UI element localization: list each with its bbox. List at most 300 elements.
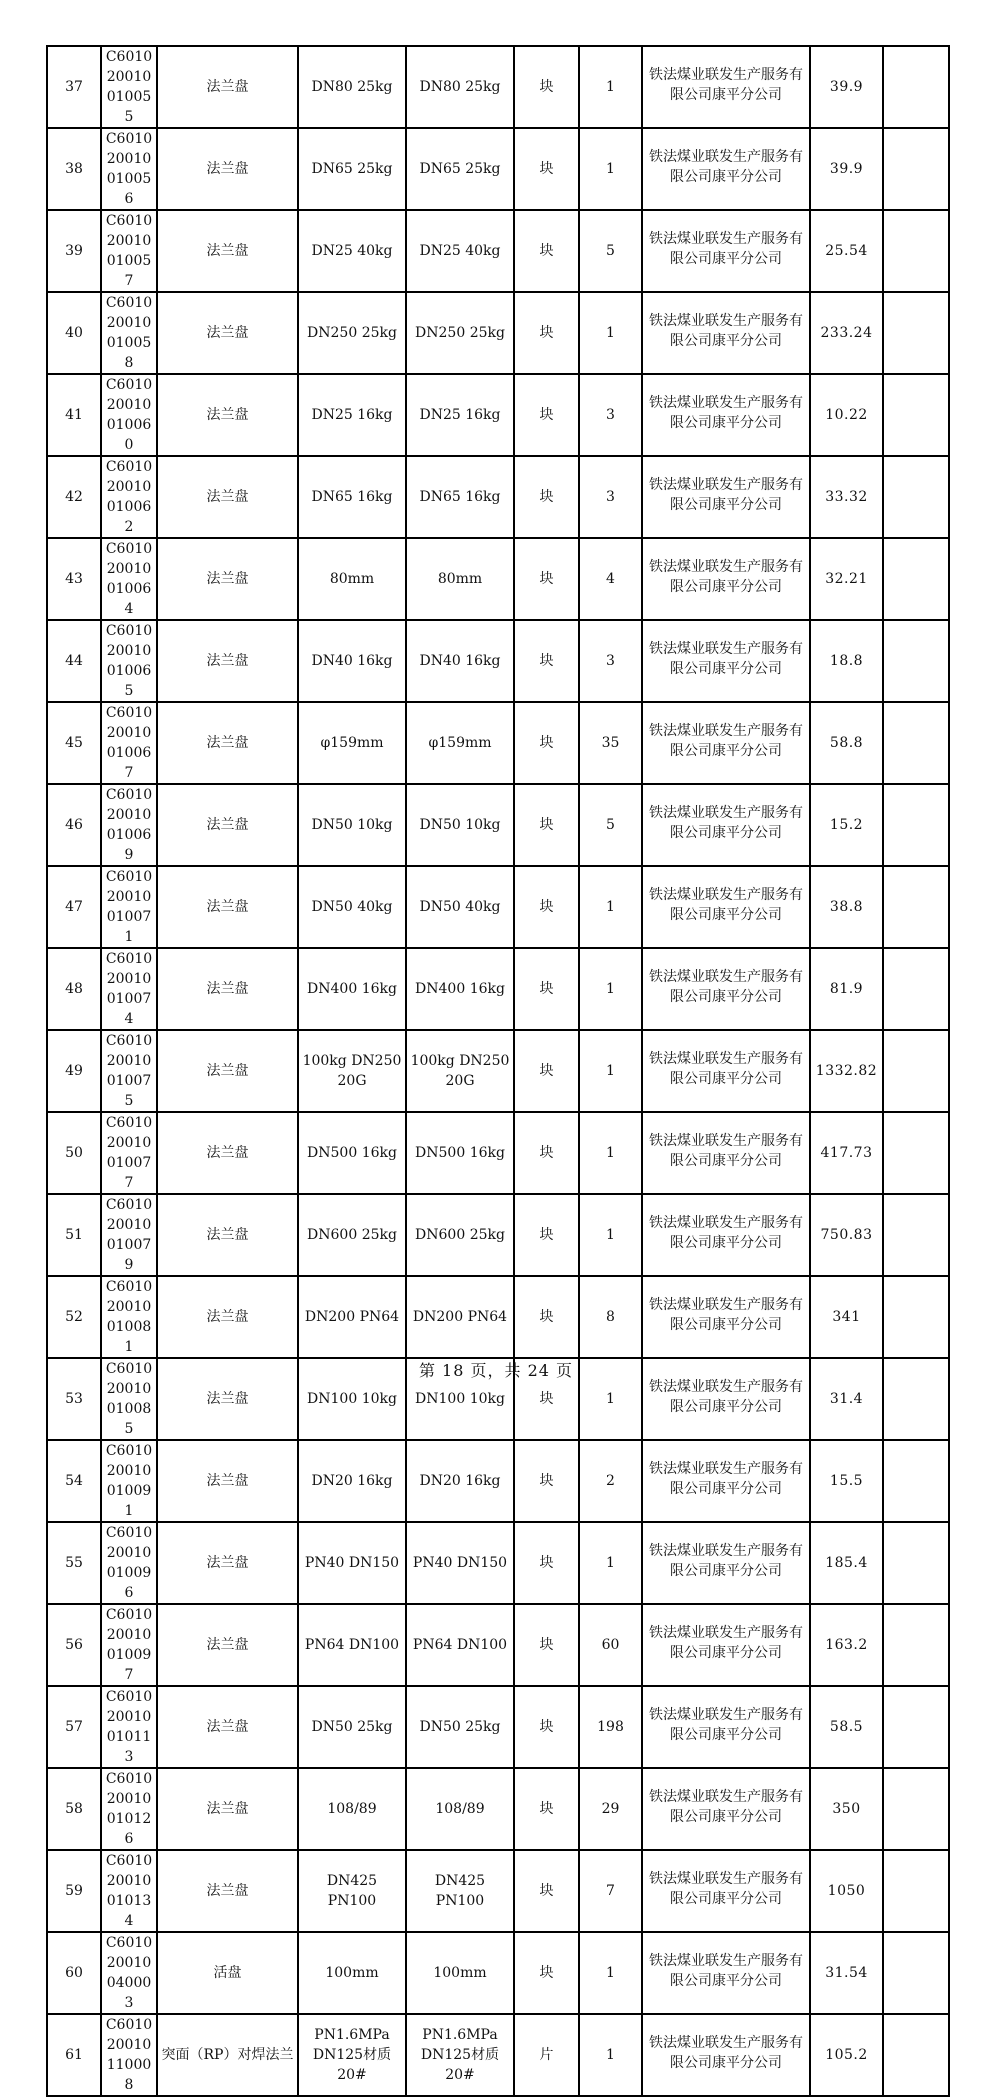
- quantity-cell: 2: [579, 1440, 642, 1522]
- quantity-cell: 1: [579, 948, 642, 1030]
- unit-cell: 块: [514, 1522, 579, 1604]
- specification-cell: DN100 10kg: [298, 1358, 406, 1440]
- specification-cell: DN65 25kg: [298, 128, 406, 210]
- quantity-cell: 3: [579, 456, 642, 538]
- unit-cell: 块: [514, 46, 579, 128]
- row-number-cell: 58: [47, 1768, 101, 1850]
- specification-cell: 108/89: [298, 1768, 406, 1850]
- supplier-text: 铁法煤业联发生产服务有限公司康平分公司: [649, 1214, 803, 1251]
- supplier-text: 铁法煤业联发生产服务有限公司康平分公司: [649, 230, 803, 267]
- unit-cell: 块: [514, 538, 579, 620]
- quantity-cell: 1: [579, 46, 642, 128]
- row-number-cell: 46: [47, 784, 101, 866]
- unit-cell: 块: [514, 1112, 579, 1194]
- unit-cell: 块: [514, 1850, 579, 1932]
- unit-cell: 块: [514, 374, 579, 456]
- material-code-cell: C601020010010079: [101, 1194, 157, 1276]
- remark-cell: [883, 1030, 949, 1112]
- table-row: [47, 1276, 949, 1358]
- specification-cell: DN25 40kg: [298, 210, 406, 292]
- specification-cell: DN25 16kg: [298, 374, 406, 456]
- material-name-cell: 法兰盘: [157, 1850, 298, 1932]
- unit-price-cell: 105.2: [810, 2014, 883, 2096]
- row-number-cell: 52: [47, 1276, 101, 1358]
- row-number-cell: 41: [47, 374, 101, 456]
- model-cell: DN80 25kg: [406, 46, 514, 128]
- table-row: [47, 210, 949, 292]
- material-name-cell: 法兰盘: [157, 1276, 298, 1358]
- model-cell: PN40 DN150: [406, 1522, 514, 1604]
- remark-cell: [883, 784, 949, 866]
- unit-cell: 块: [514, 1358, 579, 1440]
- material-name-cell: 法兰盘: [157, 1440, 298, 1522]
- supplier-cell: [642, 1604, 810, 1686]
- row-number-cell: 40: [47, 292, 101, 374]
- row-number-cell: 55: [47, 1522, 101, 1604]
- specification-cell: 100mm: [298, 1932, 406, 2014]
- remark-cell: [883, 866, 949, 948]
- material-code-cell: C601020010010126: [101, 1768, 157, 1850]
- supplier-text: 铁法煤业联发生产服务有限公司康平分公司: [649, 394, 803, 431]
- material-name-cell: 法兰盘: [157, 784, 298, 866]
- material-name-cell: 法兰盘: [157, 1194, 298, 1276]
- table-row: [47, 1768, 949, 1850]
- remark-cell: [883, 1932, 949, 2014]
- remark-cell: [883, 2014, 949, 2096]
- quantity-cell: 1: [579, 1112, 642, 1194]
- row-number-cell: 51: [47, 1194, 101, 1276]
- supplier-text: 铁法煤业联发生产服务有限公司康平分公司: [649, 148, 803, 185]
- model-cell: DN25 16kg: [406, 374, 514, 456]
- material-code-cell: C601020010010057: [101, 210, 157, 292]
- supplier-cell: [642, 702, 810, 784]
- unit-cell: 块: [514, 784, 579, 866]
- supplier-cell: [642, 620, 810, 702]
- unit-price-cell: 18.8: [810, 620, 883, 702]
- unit-cell: 块: [514, 620, 579, 702]
- supplier-cell: [642, 784, 810, 866]
- quantity-cell: 1: [579, 292, 642, 374]
- unit-price-cell: 341: [810, 1276, 883, 1358]
- quantity-cell: 35: [579, 702, 642, 784]
- supplier-text: 铁法煤业联发生产服务有限公司康平分公司: [649, 640, 803, 677]
- unit-cell: 块: [514, 1440, 579, 1522]
- unit-price-cell: 39.9: [810, 46, 883, 128]
- specification-cell: DN250 25kg: [298, 292, 406, 374]
- quantity-cell: 5: [579, 210, 642, 292]
- specification-cell: DN200 PN64: [298, 1276, 406, 1358]
- supplier-cell: [642, 128, 810, 210]
- unit-cell: 块: [514, 702, 579, 784]
- unit-price-cell: 163.2: [810, 1604, 883, 1686]
- unit-cell: 块: [514, 1276, 579, 1358]
- unit-price-cell: 185.4: [810, 1522, 883, 1604]
- material-name-cell: 法兰盘: [157, 702, 298, 784]
- model-cell: 108/89: [406, 1768, 514, 1850]
- model-cell: DN425 PN100: [406, 1850, 514, 1932]
- quantity-cell: 198: [579, 1686, 642, 1768]
- material-code-cell: C601020010010071: [101, 866, 157, 948]
- table-row: [47, 538, 949, 620]
- supplier-cell: [642, 948, 810, 1030]
- material-code-cell: C601020010010062: [101, 456, 157, 538]
- remark-cell: [883, 374, 949, 456]
- row-number-cell: 53: [47, 1358, 101, 1440]
- supplier-text: 铁法煤业联发生产服务有限公司康平分公司: [649, 804, 803, 841]
- supplier-text: 铁法煤业联发生产服务有限公司康平分公司: [649, 968, 803, 1005]
- supplier-cell: [642, 1276, 810, 1358]
- model-cell: DN400 16kg: [406, 948, 514, 1030]
- model-cell: DN20 16kg: [406, 1440, 514, 1522]
- row-number-cell: 42: [47, 456, 101, 538]
- quantity-cell: 1: [579, 1522, 642, 1604]
- supplier-cell: [642, 1194, 810, 1276]
- material-code-cell: C601020010010058: [101, 292, 157, 374]
- unit-price-cell: 38.8: [810, 866, 883, 948]
- supplier-cell: [642, 292, 810, 374]
- unit-price-cell: 15.5: [810, 1440, 883, 1522]
- specification-cell: φ159mm: [298, 702, 406, 784]
- material-name-cell: 法兰盘: [157, 1768, 298, 1850]
- table-row: [47, 292, 949, 374]
- material-name-cell: 法兰盘: [157, 948, 298, 1030]
- specification-cell: 80mm: [298, 538, 406, 620]
- remark-cell: [883, 538, 949, 620]
- remark-cell: [883, 46, 949, 128]
- quantity-cell: 3: [579, 374, 642, 456]
- supplier-text: 铁法煤业联发生产服务有限公司康平分公司: [649, 1460, 803, 1497]
- table-row: [47, 46, 949, 128]
- unit-price-cell: 750.83: [810, 1194, 883, 1276]
- row-number-cell: 60: [47, 1932, 101, 2014]
- material-code-cell: C601020010110008: [101, 2014, 157, 2096]
- material-code-cell: C601020010010091: [101, 1440, 157, 1522]
- unit-cell: 块: [514, 1932, 579, 2014]
- model-cell: DN250 25kg: [406, 292, 514, 374]
- model-cell: DN40 16kg: [406, 620, 514, 702]
- table-row: [47, 2014, 949, 2096]
- supplier-cell: [642, 1850, 810, 1932]
- table-row: [47, 1686, 949, 1768]
- material-code-cell: C601020010040003: [101, 1932, 157, 2014]
- table-row: [47, 1030, 949, 1112]
- remark-cell: [883, 1604, 949, 1686]
- unit-cell: 块: [514, 210, 579, 292]
- unit-price-cell: 10.22: [810, 374, 883, 456]
- supplier-text: 铁法煤业联发生产服务有限公司康平分公司: [649, 1542, 803, 1579]
- supplier-cell: [642, 1112, 810, 1194]
- row-number-cell: 50: [47, 1112, 101, 1194]
- model-cell: PN1.6MPa DN125材质20#: [406, 2014, 514, 2096]
- supplier-text: 铁法煤业联发生产服务有限公司康平分公司: [649, 1296, 803, 1333]
- unit-cell: 块: [514, 292, 579, 374]
- supplier-cell: [642, 210, 810, 292]
- material-name-cell: 法兰盘: [157, 1522, 298, 1604]
- material-name-cell: 法兰盘: [157, 46, 298, 128]
- supplier-text: 铁法煤业联发生产服务有限公司康平分公司: [649, 1706, 803, 1743]
- unit-cell: 块: [514, 948, 579, 1030]
- unit-cell: 块: [514, 1030, 579, 1112]
- supplier-text: 铁法煤业联发生产服务有限公司康平分公司: [649, 1132, 803, 1169]
- page-number-footer: 第 18 页，共 24 页: [418, 1361, 574, 1380]
- model-cell: DN50 10kg: [406, 784, 514, 866]
- unit-cell: 块: [514, 866, 579, 948]
- supplier-text: 铁法煤业联发生产服务有限公司康平分公司: [649, 722, 803, 759]
- remark-cell: [883, 1768, 949, 1850]
- material-code-cell: C601020010010113: [101, 1686, 157, 1768]
- table-row: [47, 948, 949, 1030]
- material-code-cell: C601020010010069: [101, 784, 157, 866]
- material-name-cell: 法兰盘: [157, 128, 298, 210]
- model-cell: DN100 10kg: [406, 1358, 514, 1440]
- material-name-cell: 法兰盘: [157, 1030, 298, 1112]
- remark-cell: [883, 1522, 949, 1604]
- specification-cell: PN40 DN150: [298, 1522, 406, 1604]
- row-number-cell: 37: [47, 46, 101, 128]
- material-code-cell: C601020010010077: [101, 1112, 157, 1194]
- quantity-cell: 1: [579, 1030, 642, 1112]
- unit-cell: 块: [514, 1194, 579, 1276]
- specification-cell: DN65 16kg: [298, 456, 406, 538]
- model-cell: φ159mm: [406, 702, 514, 784]
- supplier-text: 铁法煤业联发生产服务有限公司康平分公司: [649, 1952, 803, 1989]
- supplier-cell: [642, 374, 810, 456]
- remark-cell: [883, 1850, 949, 1932]
- unit-price-cell: 39.9: [810, 128, 883, 210]
- remark-cell: [883, 456, 949, 538]
- material-name-cell: 法兰盘: [157, 866, 298, 948]
- table-row: [47, 1850, 949, 1932]
- row-number-cell: 43: [47, 538, 101, 620]
- row-number-cell: 39: [47, 210, 101, 292]
- quantity-cell: 1: [579, 1358, 642, 1440]
- remark-cell: [883, 1194, 949, 1276]
- remark-cell: [883, 1686, 949, 1768]
- material-name-cell: 突面（RP）对焊法兰: [157, 2014, 298, 2096]
- table-row: [47, 1194, 949, 1276]
- specification-cell: PN64 DN100: [298, 1604, 406, 1686]
- material-name-cell: 法兰盘: [157, 620, 298, 702]
- specification-cell: DN50 40kg: [298, 866, 406, 948]
- row-number-cell: 47: [47, 866, 101, 948]
- remark-cell: [883, 128, 949, 210]
- row-number-cell: 49: [47, 1030, 101, 1112]
- model-cell: DN65 16kg: [406, 456, 514, 538]
- row-number-cell: 56: [47, 1604, 101, 1686]
- specification-cell: PN1.6MPa DN125材质20#: [298, 2014, 406, 2096]
- unit-cell: 块: [514, 1768, 579, 1850]
- row-number-cell: 57: [47, 1686, 101, 1768]
- remark-cell: [883, 948, 949, 1030]
- model-cell: DN600 25kg: [406, 1194, 514, 1276]
- quantity-cell: 60: [579, 1604, 642, 1686]
- table-row: [47, 1604, 949, 1686]
- model-cell: 100kg DN250 20G: [406, 1030, 514, 1112]
- unit-price-cell: 31.54: [810, 1932, 883, 2014]
- table-row: [47, 374, 949, 456]
- model-cell: DN25 40kg: [406, 210, 514, 292]
- quantity-cell: 29: [579, 1768, 642, 1850]
- supplier-text: 铁法煤业联发生产服务有限公司康平分公司: [649, 312, 803, 349]
- remark-cell: [883, 1112, 949, 1194]
- material-code-cell: C601020010010055: [101, 46, 157, 128]
- material-code-cell: C601020010010060: [101, 374, 157, 456]
- supplier-text: 铁法煤业联发生产服务有限公司康平分公司: [649, 1378, 803, 1415]
- unit-price-cell: 31.4: [810, 1358, 883, 1440]
- row-number-cell: 48: [47, 948, 101, 1030]
- unit-price-cell: 32.21: [810, 538, 883, 620]
- table-row: [47, 620, 949, 702]
- unit-cell: 块: [514, 1686, 579, 1768]
- material-name-cell: 法兰盘: [157, 210, 298, 292]
- inventory-table: [46, 45, 950, 2097]
- supplier-cell: [642, 46, 810, 128]
- unit-price-cell: 350: [810, 1768, 883, 1850]
- model-cell: DN50 25kg: [406, 1686, 514, 1768]
- unit-price-cell: 417.73: [810, 1112, 883, 1194]
- table-row: [47, 784, 949, 866]
- table-row: [47, 1112, 949, 1194]
- supplier-cell: [642, 1686, 810, 1768]
- quantity-cell: 1: [579, 1932, 642, 2014]
- supplier-text: 铁法煤业联发生产服务有限公司康平分公司: [649, 1788, 803, 1825]
- row-number-cell: 61: [47, 2014, 101, 2096]
- row-number-cell: 45: [47, 702, 101, 784]
- material-name-cell: 法兰盘: [157, 1686, 298, 1768]
- unit-price-cell: 233.24: [810, 292, 883, 374]
- unit-cell: 块: [514, 128, 579, 210]
- supplier-cell: [642, 1932, 810, 2014]
- material-name-cell: 法兰盘: [157, 1112, 298, 1194]
- unit-price-cell: 58.5: [810, 1686, 883, 1768]
- supplier-text: 铁法煤业联发生产服务有限公司康平分公司: [649, 1870, 803, 1907]
- quantity-cell: 7: [579, 1850, 642, 1932]
- quantity-cell: 1: [579, 1194, 642, 1276]
- remark-cell: [883, 702, 949, 784]
- specification-cell: DN40 16kg: [298, 620, 406, 702]
- quantity-cell: 1: [579, 2014, 642, 2096]
- material-code-cell: C601020010010064: [101, 538, 157, 620]
- row-number-cell: 59: [47, 1850, 101, 1932]
- unit-price-cell: 58.8: [810, 702, 883, 784]
- supplier-cell: [642, 1440, 810, 1522]
- supplier-cell: [642, 1030, 810, 1112]
- specification-cell: DN400 16kg: [298, 948, 406, 1030]
- specification-cell: DN50 10kg: [298, 784, 406, 866]
- material-name-cell: 法兰盘: [157, 456, 298, 538]
- row-number-cell: 54: [47, 1440, 101, 1522]
- material-code-cell: C601020010010081: [101, 1276, 157, 1358]
- specification-cell: DN20 16kg: [298, 1440, 406, 1522]
- specification-cell: 100kg DN250 20G: [298, 1030, 406, 1112]
- supplier-text: 铁法煤业联发生产服务有限公司康平分公司: [649, 2034, 803, 2071]
- supplier-cell: [642, 456, 810, 538]
- remark-cell: [883, 210, 949, 292]
- supplier-text: 铁法煤业联发生产服务有限公司康平分公司: [649, 886, 803, 923]
- supplier-text: 铁法煤业联发生产服务有限公司康平分公司: [649, 1624, 803, 1661]
- unit-price-cell: 25.54: [810, 210, 883, 292]
- model-cell: DN500 16kg: [406, 1112, 514, 1194]
- table-row: [47, 866, 949, 948]
- material-code-cell: C601020010010097: [101, 1604, 157, 1686]
- quantity-cell: 8: [579, 1276, 642, 1358]
- table-row: [47, 128, 949, 210]
- table-row: [47, 702, 949, 784]
- model-cell: DN65 25kg: [406, 128, 514, 210]
- remark-cell: [883, 292, 949, 374]
- remark-cell: [883, 1276, 949, 1358]
- model-cell: DN50 40kg: [406, 866, 514, 948]
- unit-cell: 块: [514, 1604, 579, 1686]
- supplier-text: 铁法煤业联发生产服务有限公司康平分公司: [649, 558, 803, 595]
- specification-cell: DN500 16kg: [298, 1112, 406, 1194]
- quantity-cell: 4: [579, 538, 642, 620]
- remark-cell: [883, 1440, 949, 1522]
- material-name-cell: 法兰盘: [157, 1604, 298, 1686]
- quantity-cell: 1: [579, 866, 642, 948]
- table-row: [47, 456, 949, 538]
- quantity-cell: 1: [579, 128, 642, 210]
- specification-cell: DN425 PN100: [298, 1850, 406, 1932]
- unit-cell: 片: [514, 2014, 579, 2096]
- row-number-cell: 38: [47, 128, 101, 210]
- table-row: [47, 1932, 949, 2014]
- supplier-text: 铁法煤业联发生产服务有限公司康平分公司: [649, 66, 803, 103]
- unit-price-cell: 1332.82: [810, 1030, 883, 1112]
- material-code-cell: C601020010010075: [101, 1030, 157, 1112]
- supplier-cell: [642, 2014, 810, 2096]
- model-cell: PN64 DN100: [406, 1604, 514, 1686]
- material-code-cell: C601020010010056: [101, 128, 157, 210]
- material-name-cell: 活盘: [157, 1932, 298, 2014]
- unit-price-cell: 33.32: [810, 456, 883, 538]
- material-code-cell: C601020010010074: [101, 948, 157, 1030]
- material-code-cell: C601020010010085: [101, 1358, 157, 1440]
- supplier-text: 铁法煤业联发生产服务有限公司康平分公司: [649, 1050, 803, 1087]
- unit-cell: 块: [514, 456, 579, 538]
- quantity-cell: 5: [579, 784, 642, 866]
- material-name-cell: 法兰盘: [157, 374, 298, 456]
- material-code-cell: C601020010010067: [101, 702, 157, 784]
- material-name-cell: 法兰盘: [157, 292, 298, 374]
- supplier-text: 铁法煤业联发生产服务有限公司康平分公司: [649, 476, 803, 513]
- supplier-cell: [642, 1522, 810, 1604]
- supplier-cell: [642, 1768, 810, 1850]
- row-number-cell: 44: [47, 620, 101, 702]
- material-name-cell: 法兰盘: [157, 538, 298, 620]
- material-code-cell: C601020010010096: [101, 1522, 157, 1604]
- specification-cell: DN80 25kg: [298, 46, 406, 128]
- remark-cell: [883, 620, 949, 702]
- unit-price-cell: 15.2: [810, 784, 883, 866]
- material-code-cell: C601020010010065: [101, 620, 157, 702]
- material-code-cell: C601020010010134: [101, 1850, 157, 1932]
- material-name-cell: 法兰盘: [157, 1358, 298, 1440]
- model-cell: 80mm: [406, 538, 514, 620]
- supplier-cell: [642, 866, 810, 948]
- unit-price-cell: 1050: [810, 1850, 883, 1932]
- specification-cell: DN50 25kg: [298, 1686, 406, 1768]
- table-row: [47, 1522, 949, 1604]
- model-cell: 100mm: [406, 1932, 514, 2014]
- quantity-cell: 3: [579, 620, 642, 702]
- model-cell: DN200 PN64: [406, 1276, 514, 1358]
- specification-cell: DN600 25kg: [298, 1194, 406, 1276]
- unit-price-cell: 81.9: [810, 948, 883, 1030]
- table-row: [47, 1440, 949, 1522]
- supplier-cell: [642, 538, 810, 620]
- inventory-table-body: [47, 46, 949, 2096]
